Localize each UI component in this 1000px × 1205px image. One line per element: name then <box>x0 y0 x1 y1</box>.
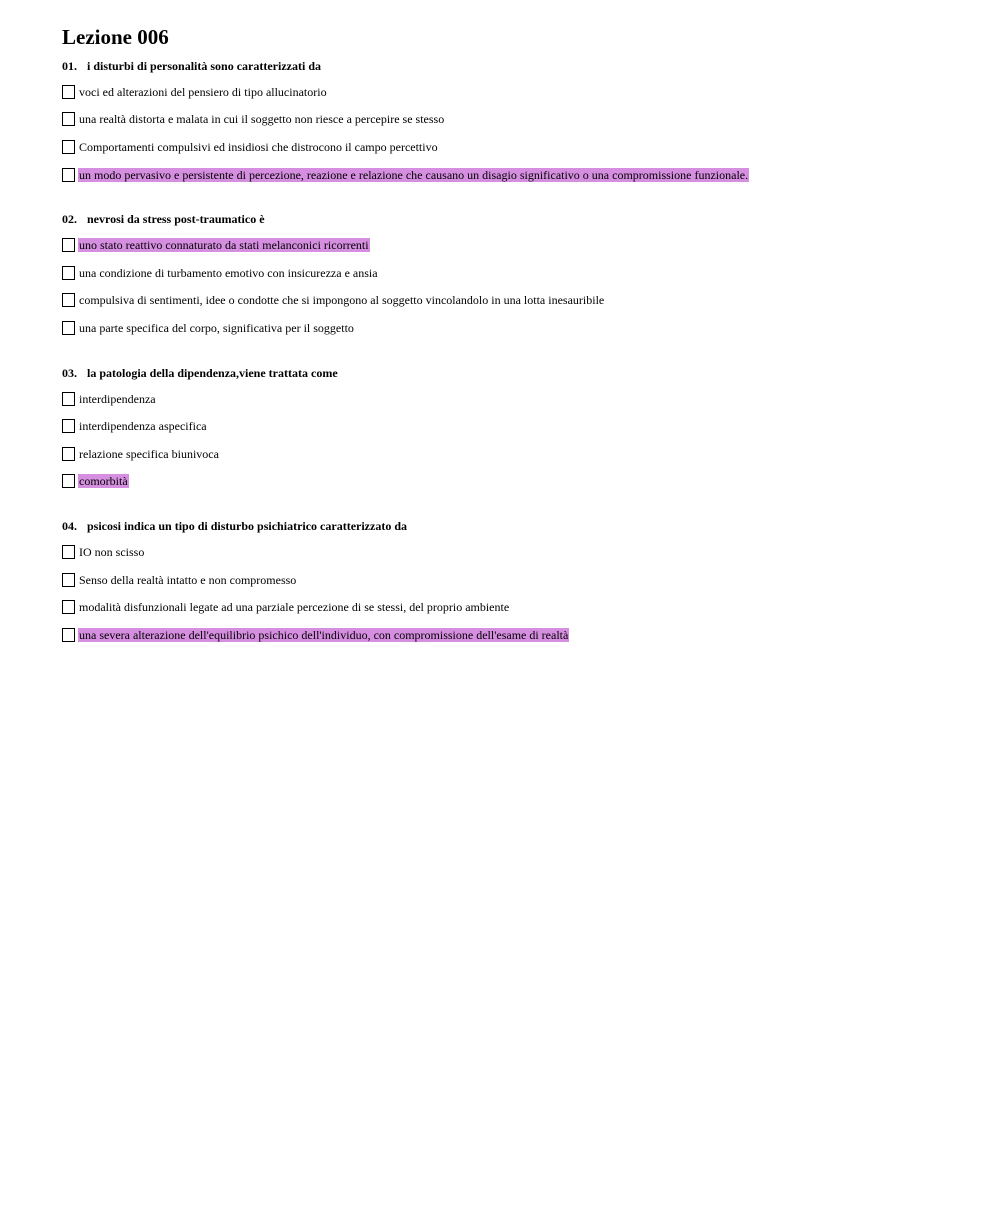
answer-checkbox[interactable] <box>62 238 75 252</box>
answer-checkbox[interactable] <box>62 419 75 433</box>
answer-option[interactable] <box>62 566 962 594</box>
lesson-title: Lezione 006 <box>62 25 169 49</box>
question-label: la patologia della dipendenza,viene trattata come <box>87 365 338 380</box>
question-text <box>62 58 962 74</box>
question-number: 03. <box>62 365 77 380</box>
answer-label: Comportamenti compulsivi ed insidiosi che distrocono il campo percettivo <box>79 139 438 154</box>
answer-option[interactable] <box>62 161 962 189</box>
answer-checkbox[interactable] <box>62 545 75 559</box>
question-block <box>62 365 962 495</box>
answer-checkbox[interactable] <box>62 168 75 182</box>
answer-option[interactable] <box>62 106 962 134</box>
answer-label: una realtà distorta e malata in cui il soggetto non riesce a percepire se stesso <box>79 112 445 127</box>
answer-label: una parte specifica del corpo, significativa per il soggetto <box>79 320 354 335</box>
question-text <box>62 518 962 534</box>
answer-option[interactable] <box>62 538 962 566</box>
answer-label-highlighted: comorbità <box>79 474 128 489</box>
question-block <box>62 518 962 648</box>
answer-option[interactable] <box>62 231 962 259</box>
answer-checkbox[interactable] <box>62 112 75 126</box>
answer-option[interactable] <box>62 78 962 106</box>
answer-option[interactable] <box>62 385 962 413</box>
answer-checkbox[interactable] <box>62 140 75 154</box>
answer-label: interdipendenza aspecifica <box>79 419 207 434</box>
answer-label: modalità disfunzionali legate ad una parziale percezione di se stessi, del proprio ambiente <box>79 600 510 615</box>
answer-label: voci ed alterazioni del pensiero di tipo allucinatorio <box>79 84 327 99</box>
answer-label: IO non scisso <box>79 544 145 559</box>
answer-checkbox[interactable] <box>62 392 75 406</box>
answer-label-highlighted: uno stato reattivo connaturato da stati melanconici ricorrenti <box>79 238 369 253</box>
answer-checkbox[interactable] <box>62 474 75 488</box>
question-number: 01. <box>62 59 77 73</box>
question-label: nevrosi da stress post-traumatico è <box>87 212 265 227</box>
question-list <box>62 58 962 649</box>
answer-label: Senso della realtà intatto e non compromesso <box>79 572 297 587</box>
answer-option[interactable] <box>62 259 962 287</box>
answer-checkbox[interactable] <box>62 85 75 99</box>
answer-label: compulsiva di sentimenti, idee o condotte che si impongono al soggetto vincolandolo in una lotta inesauribile <box>79 293 605 308</box>
answer-option[interactable] <box>62 593 962 621</box>
question-text <box>62 211 962 227</box>
answer-label: una condizione di turbamento emotivo con insicurezza e ansia <box>79 265 378 280</box>
answer-checkbox[interactable] <box>62 628 75 642</box>
answer-label-highlighted: un modo pervasivo e persistente di percezione, reazione e relazione che causano un disagio significativo o una compromissione funzionale. <box>79 167 749 182</box>
answer-checkbox[interactable] <box>62 321 75 335</box>
question-block <box>62 211 962 341</box>
answer-checkbox[interactable] <box>62 573 75 587</box>
answer-label-highlighted: una severa alterazione dell'equilibrio psichico dell'individuo, con compromissione dell'esame di realtà <box>79 627 569 642</box>
question-text <box>62 365 962 381</box>
answer-option[interactable] <box>62 412 962 440</box>
answer-option[interactable] <box>62 133 962 161</box>
answer-option[interactable] <box>62 440 962 468</box>
question-number: 04. <box>62 519 77 534</box>
question-label: i disturbi di personalità sono caratterizzati da <box>87 59 321 73</box>
answer-label: interdipendenza <box>79 391 156 406</box>
question-number: 02. <box>62 212 77 227</box>
answer-checkbox[interactable] <box>62 447 75 461</box>
question-label: psicosi indica un tipo di disturbo psichiatrico caratterizzato da <box>87 519 408 534</box>
quiz-page <box>62 24 962 672</box>
answer-option[interactable] <box>62 621 962 649</box>
answer-option[interactable] <box>62 287 962 315</box>
answer-label: relazione specifica biunivoca <box>79 446 219 461</box>
question-block <box>62 58 962 188</box>
answer-option[interactable] <box>62 468 962 496</box>
answer-checkbox[interactable] <box>62 293 75 307</box>
answer-option[interactable] <box>62 314 962 342</box>
answer-checkbox[interactable] <box>62 600 75 614</box>
answer-checkbox[interactable] <box>62 266 75 280</box>
